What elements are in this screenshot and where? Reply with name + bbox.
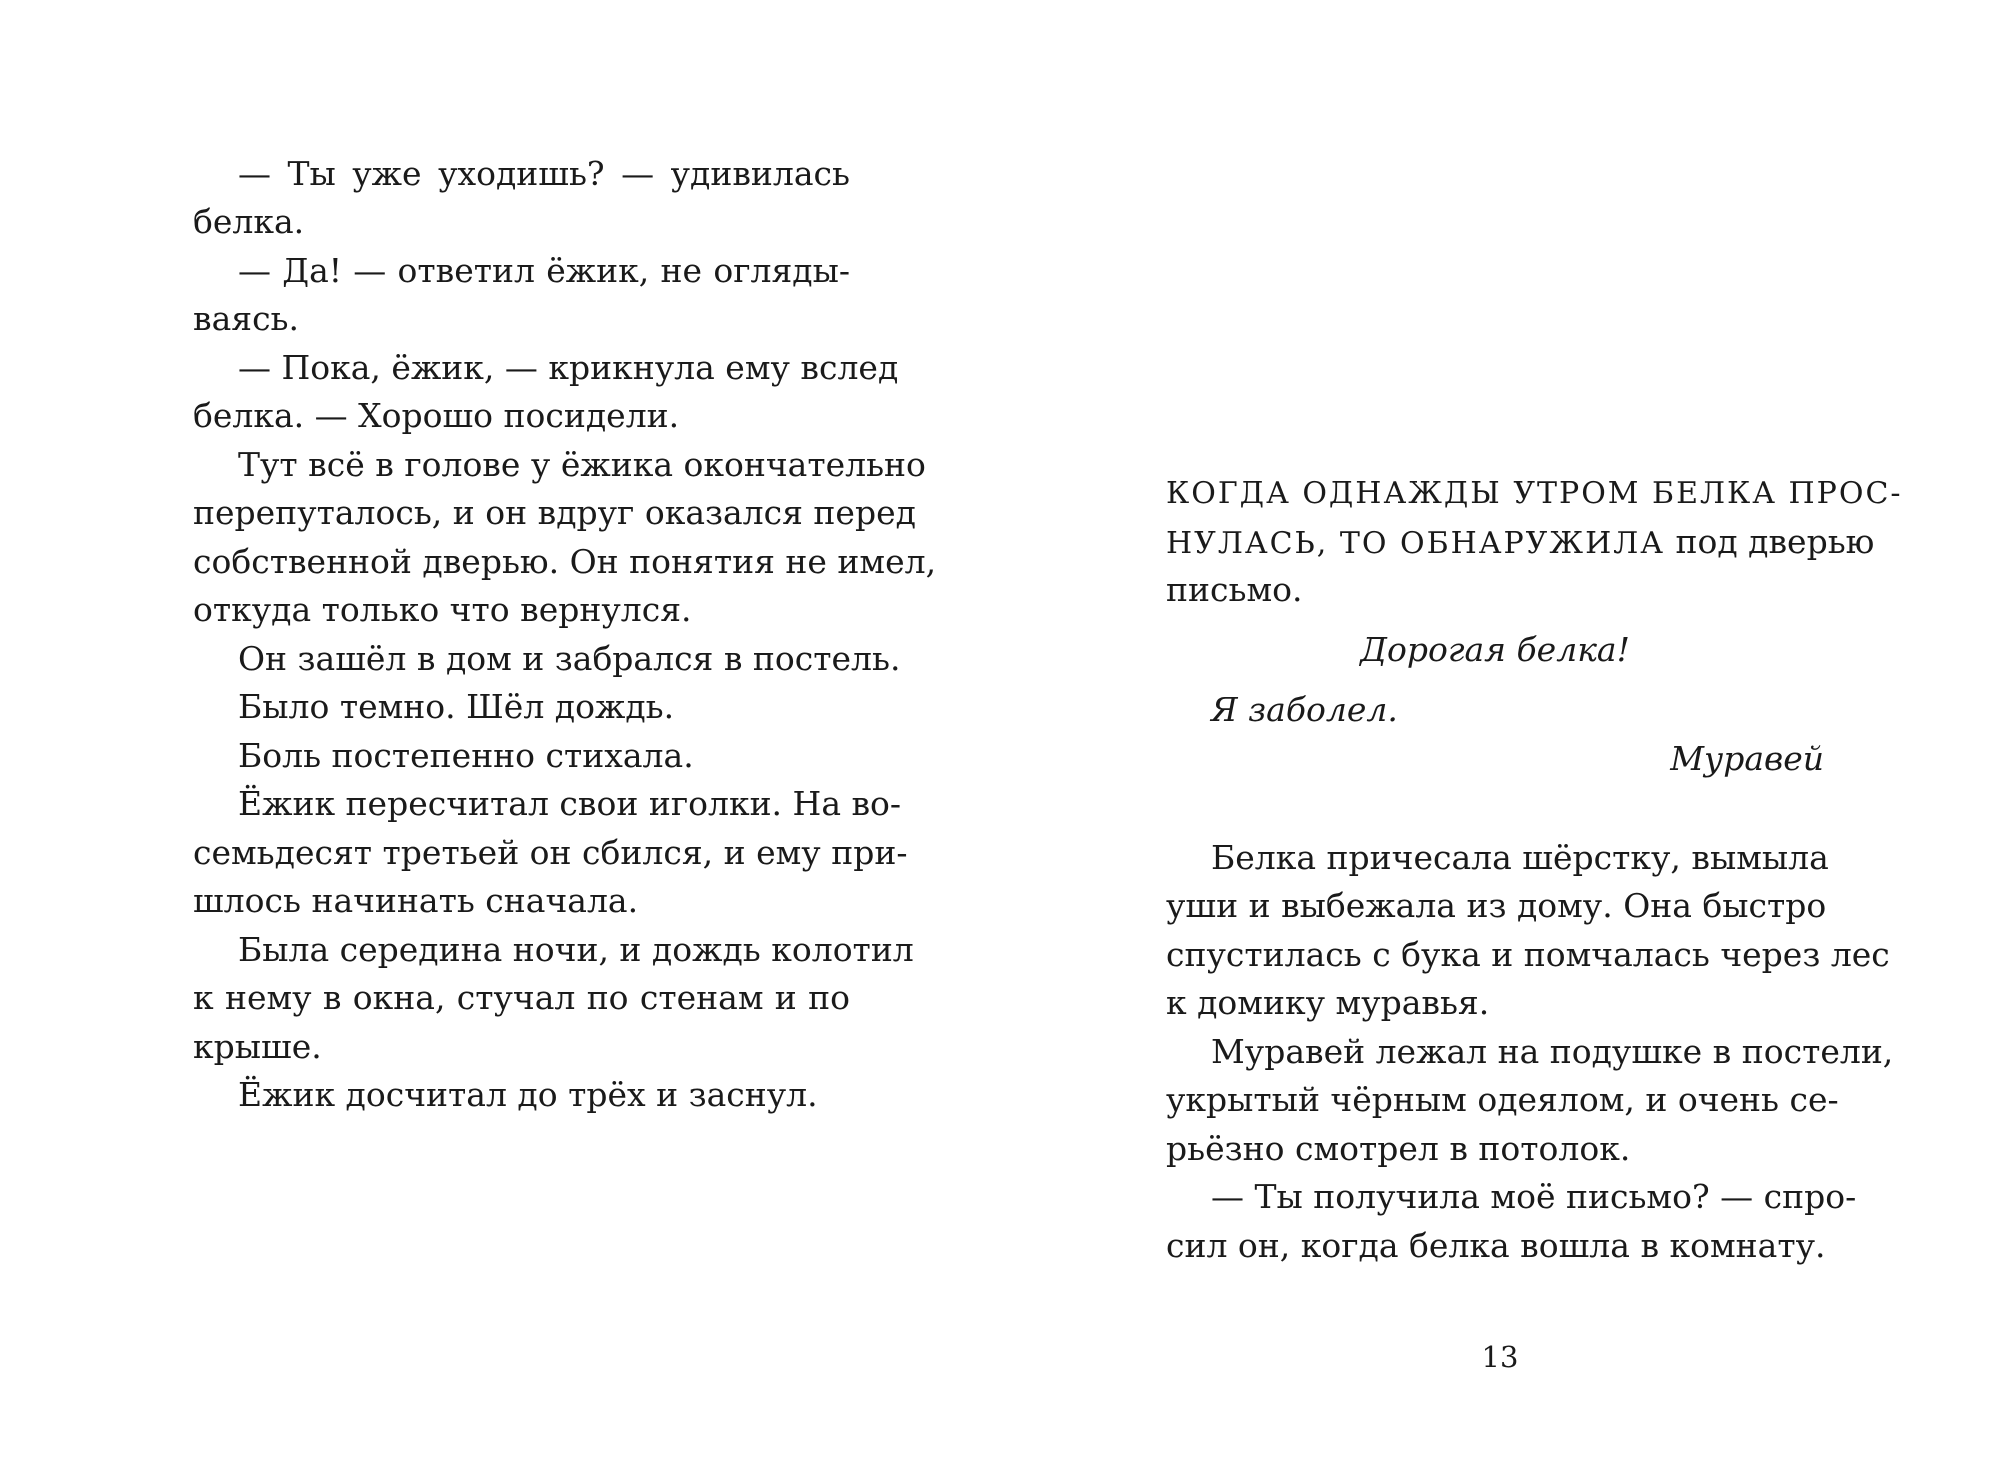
text-line: Было темно. Шёл дождь.	[238, 687, 675, 726]
text-line: — Да! — ответил ёжик, не огляды-	[238, 251, 850, 290]
text-line: — Ты получила моё письмо? — спро-	[1211, 1177, 1857, 1216]
text-line: Тут всё в голове у ёжика окончательно	[238, 445, 926, 484]
chapter-opening-line	[1166, 518, 1875, 566]
letter-salutation: Дорогая белка!	[1360, 630, 1630, 669]
text-line: рьёзно смотрел в потолок.	[1166, 1129, 1631, 1168]
chapter-opening-caps: НУЛАСЬ, ТО ОБНАРУЖИЛА	[1166, 526, 1665, 561]
text-line: собственной дверью. Он понятия не имел,	[193, 542, 937, 581]
chapter-opening-line: КОГДА ОДНАЖДЫ УТРОМ БЕЛКА ПРОС-	[1166, 476, 1903, 511]
page-number: 13	[1481, 1340, 1519, 1374]
text-line: Муравей лежал на подушке в постели,	[1211, 1032, 1894, 1071]
text-line: белка. — Хорошо посидели.	[193, 396, 680, 435]
text-line: Была середина ночи, и дождь колотил	[238, 930, 914, 969]
text-line: Ёжик пересчитал свои иголки. На во-	[238, 784, 902, 823]
text-line: крыше.	[193, 1027, 322, 1066]
text-line: Белка причесала шёрстку, вымыла	[1211, 838, 1829, 877]
text-line: уши и выбежала из дому. Она быстро	[1166, 886, 1827, 925]
text-line: к домику муравья.	[1166, 983, 1490, 1022]
text-line: ваясь.	[193, 299, 300, 338]
text-line: спустилась с бука и помчалась через лес	[1166, 935, 1890, 974]
text-line: Он зашёл в дом и забрался в постель.	[238, 639, 901, 678]
text-line: Ёжик досчитал до трёх и заснул.	[238, 1075, 818, 1114]
text-line: письмо.	[1166, 570, 1303, 609]
text-line: шлось начинать сначала.	[193, 881, 639, 920]
text-line: укрытый чёрным одеялом, и очень се-	[1166, 1080, 1839, 1119]
text-line: белка.	[193, 202, 305, 241]
text-line: — Ты уже уходишь? — удивилась	[238, 154, 850, 193]
letter-signature: Муравей	[1670, 739, 1824, 778]
letter-body: Я заболел.	[1211, 690, 1398, 729]
text-line: сил он, когда белка вошла в комнату.	[1166, 1226, 1826, 1265]
chapter-opening-rest: под дверью	[1665, 522, 1875, 561]
text-line: к нему в окна, стучал по стенам и по	[193, 978, 850, 1017]
text-line: — Пока, ёжик, — крикнула ему вслед	[238, 348, 899, 387]
right-page	[1000, 0, 2000, 1478]
text-line: Боль постепенно стихала.	[238, 736, 694, 775]
text-line: откуда только что вернулся.	[193, 590, 692, 629]
text-line: перепуталось, и он вдруг оказался перед	[193, 493, 916, 532]
text-line: семьдесят третьей он сбился, и ему при-	[193, 833, 908, 872]
